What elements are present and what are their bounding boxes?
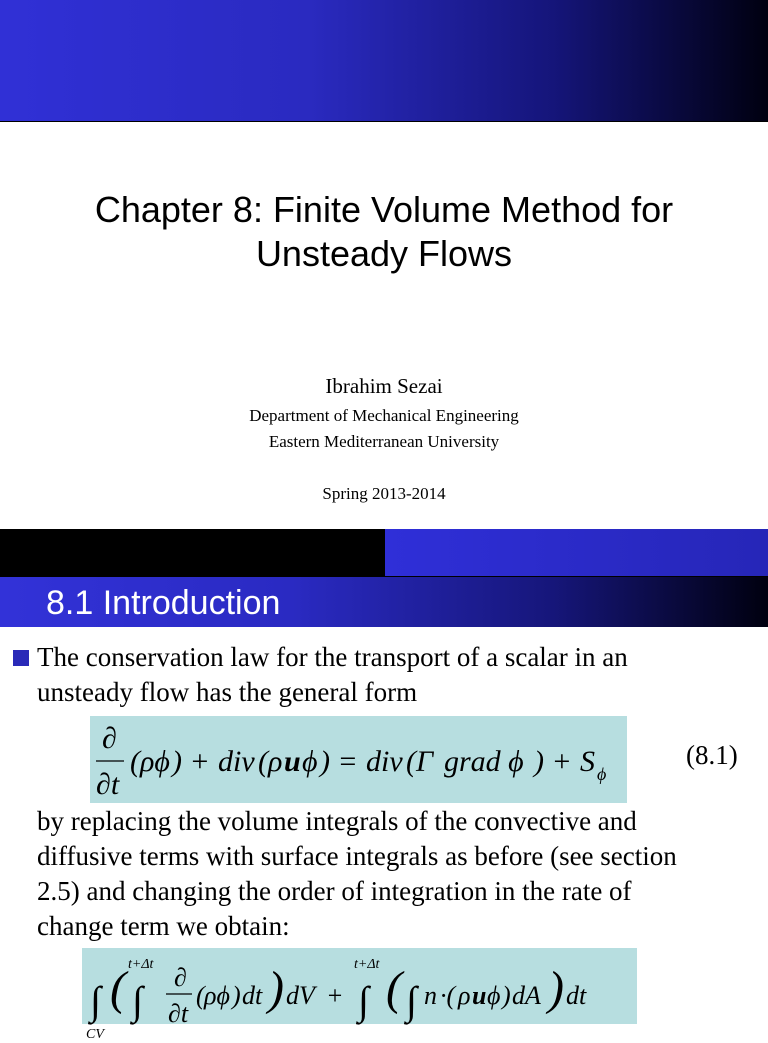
title-line-2: Unsteady Flows: [255, 233, 513, 274]
svg-text:∫: ∫: [90, 978, 101, 1023]
svg-text:∫: ∫: [406, 978, 417, 1023]
term: Spring 2013-2014: [322, 484, 446, 503]
svg-text:(: (: [196, 981, 205, 1010]
svg-text:·(: ·(: [440, 981, 456, 1010]
svg-text:grad ϕ: grad ϕ: [444, 745, 524, 778]
svg-text:div: div: [218, 745, 255, 778]
svg-text:) +: ) +: [172, 745, 210, 778]
bullet-square-icon: [13, 650, 29, 666]
paragraph-1-line-2: unsteady flow has the general form: [37, 677, 418, 707]
svg-text:dV: dV: [286, 981, 315, 1010]
svg-text:S: S: [580, 745, 595, 778]
svg-text:ϕ: ϕ: [597, 764, 607, 784]
svg-text:ϕ: ϕ: [487, 981, 501, 1010]
svg-text:): ): [268, 962, 284, 1015]
svg-text:∫: ∫: [132, 978, 143, 1023]
svg-text:div: div: [366, 745, 403, 778]
author-name: Ibrahim Sezai: [325, 374, 443, 398]
department: Department of Mechanical Engineering: [249, 406, 519, 425]
svg-text:dt: dt: [242, 981, 263, 1010]
svg-text:+: +: [326, 981, 344, 1010]
svg-text:(: (: [110, 962, 126, 1015]
svg-text:t+Δt: t+Δt: [354, 957, 380, 972]
svg-text:t+Δt: t+Δt: [128, 957, 154, 972]
svg-text:∫: ∫: [358, 978, 369, 1023]
equation-8-1-graphic: [90, 716, 627, 803]
svg-text:): ): [502, 981, 511, 1010]
paragraph-2-line-2: diffusive terms with surface integrals as before (see section: [37, 841, 677, 871]
paragraph-2-line-4: change term we obtain:: [37, 911, 290, 941]
svg-text:∂t: ∂t: [168, 999, 189, 1028]
svg-text:(: (: [258, 745, 268, 778]
svg-text:u: u: [284, 745, 301, 778]
paragraph-2-line-3: 2.5) and changing the order of integration in the rate of: [37, 876, 632, 906]
equation-8-1: [90, 716, 627, 803]
title-line-1: Chapter 8: Finite Volume Method for: [94, 189, 674, 230]
svg-text:(: (: [130, 745, 140, 778]
svg-text:ρ: ρ: [268, 745, 283, 778]
svg-text:ρ: ρ: [458, 981, 471, 1010]
university: Eastern Mediterranean University: [268, 432, 500, 451]
svg-text:ϕ: ϕ: [302, 745, 318, 778]
svg-text:n: n: [424, 981, 437, 1010]
svg-text:) =: ) =: [320, 745, 358, 778]
svg-text:dt: dt: [566, 981, 587, 1010]
paragraph-1: [37, 640, 757, 710]
svg-text:∂: ∂: [174, 963, 187, 992]
equation-number: (8.1): [686, 740, 738, 770]
svg-text:(Γ: (Γ: [406, 745, 434, 778]
paragraph-1-line-1: The conservation law for the transport of a scalar in an: [37, 642, 628, 672]
svg-text:u: u: [472, 981, 487, 1010]
svg-text:): ): [232, 981, 241, 1010]
equation-integral-graphic: [82, 948, 637, 1038]
slide-title: [0, 188, 768, 276]
equation-integral: [82, 948, 637, 1038]
title-banner: [0, 0, 768, 122]
introduction-slide: [0, 529, 768, 1038]
paragraph-2: [37, 804, 757, 944]
svg-text:dA: dA: [512, 981, 541, 1010]
header-blue-block: [385, 529, 768, 576]
svg-text:ρϕ: ρϕ: [140, 745, 170, 778]
svg-text:): ): [548, 962, 564, 1015]
svg-text:(: (: [386, 962, 402, 1015]
section-heading: 8.1 Introduction: [46, 584, 281, 622]
svg-text:CV: CV: [86, 1027, 104, 1038]
svg-text:) +: ) +: [534, 745, 572, 778]
paragraph-2-line-1: by replacing the volume integrals of the convective and: [37, 806, 637, 836]
svg-text:ρϕ: ρϕ: [204, 981, 230, 1010]
header-black-block: [0, 529, 385, 576]
svg-text:∂t: ∂t: [96, 768, 120, 801]
svg-text:∂: ∂: [102, 722, 117, 755]
